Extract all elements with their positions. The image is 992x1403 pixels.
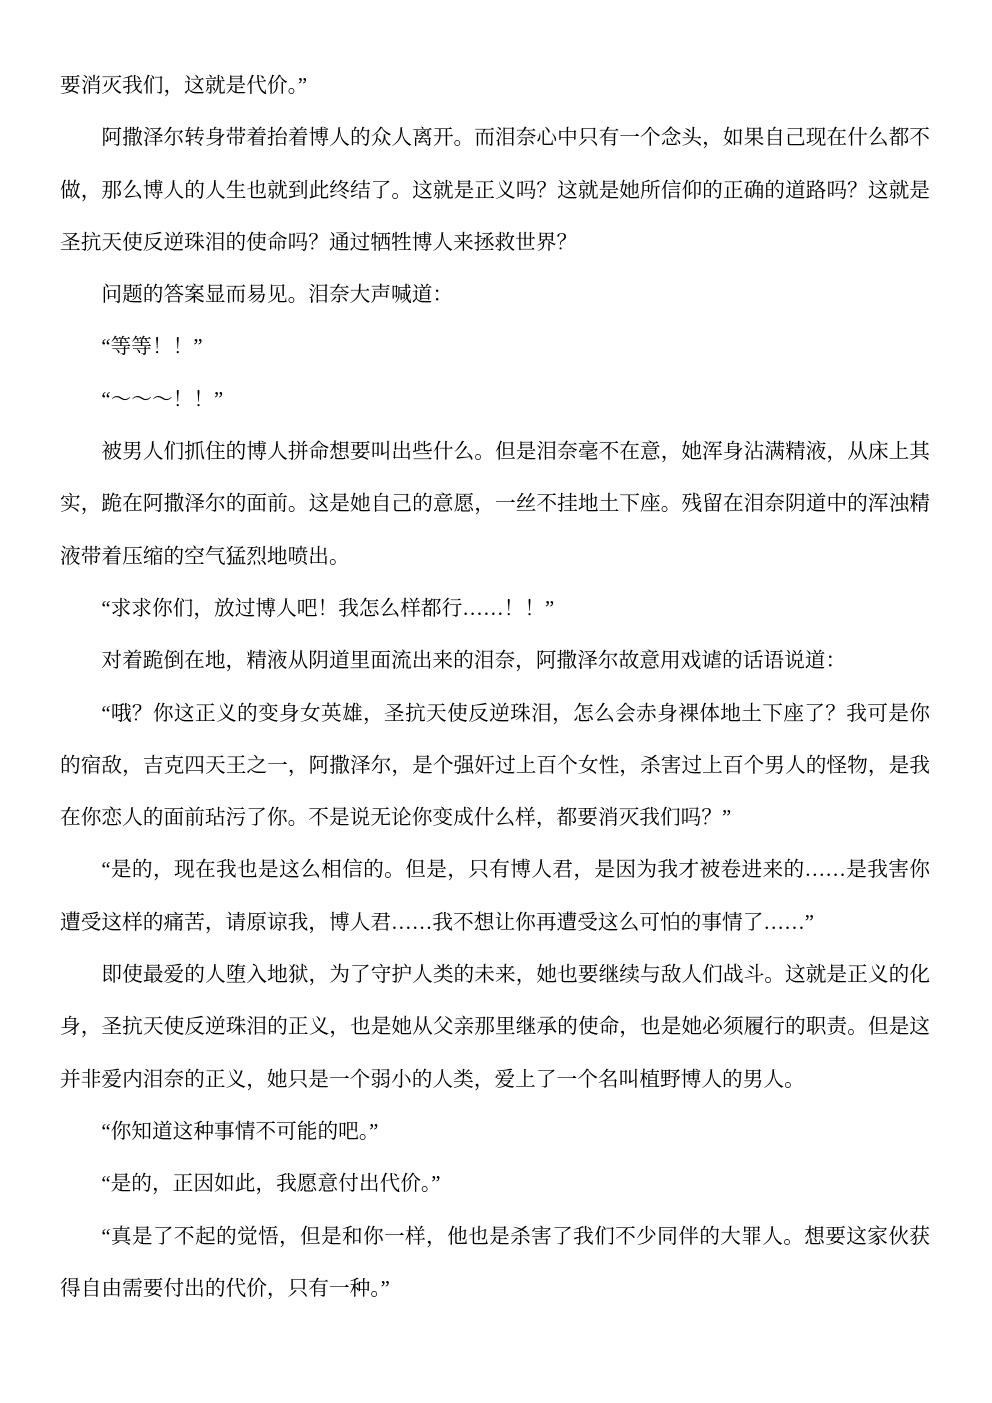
paragraph: 被男人们抓住的博人拼命想要叫出些什么。但是泪奈毫不在意，她浑身沾满精液，从床上其实，跪在阿撒泽尔的面前。这是她自己的意愿，一丝不挂地土下座。残留在泪奈阴道中的浑浊精液带着压缩的空气猛烈地喷出。 [60, 441, 930, 568]
paragraph: 要消灭我们，这就是代价。” [60, 75, 308, 97]
paragraph: 即使最爱的人堕入地狱，为了守护人类的未来，她也要继续与敌人们战斗。这就是正义的化身，圣抗天使反逆珠泪的正义，也是她从父亲那里继承的使命，也是她必须履行的职责。但是这并非爱内泪奈的正义，她只是一个弱小的人类，爱上了一个名叫植野博人的男人。 [60, 964, 930, 1091]
paragraph: “真是了不起的觉悟，但是和你一样，他也是杀害了我们不少同伴的大罪人。想要这家伙获得自由需要付出的代价，只有一种。” [60, 1225, 930, 1300]
paragraph: “哦？你这正义的变身女英雄，圣抗天使反逆珠泪，怎么会赤身裸体地土下座了？我可是你的宿敌，吉克四天王之一，阿撒泽尔，是个强奸过上百个女性，杀害过上百个男人的怪物，是我在你恋人的面前玷污了你。不是说无论你变成什么样，都要消灭我们吗？” [60, 702, 930, 830]
paragraph: “～～～！！” [101, 388, 224, 411]
paragraph: “求求你们，放过博人吧！我怎么样都行……！！” [101, 597, 555, 620]
paragraph: 问题的答案显而易见。泪奈大声喊道： [101, 284, 454, 307]
paragraph: “等等！！” [101, 336, 203, 359]
paragraph: “是的，正因如此，我愿意付出代价。” [101, 1173, 441, 1196]
text-block [60, 60, 930, 1315]
paragraph: 阿撒泽尔转身带着抬着博人的众人离开。而泪奈心中只有一个念头，如果自己现在什么都不做，那么博人的人生也就到此终结了。这就是正义吗？这就是她所信仰的正确的道路吗？这就是圣抗天使反逆珠泪的使命吗？通过牺牲博人来拯救世界？ [60, 127, 930, 254]
paragraph: 对着跪倒在地，精液从阴道里面流出来的泪奈，阿撒泽尔故意用戏谑的话语说道： [101, 650, 847, 673]
paragraph: “你知道这种事情不可能的吧。” [101, 1120, 379, 1143]
paragraph: “是的，现在我也是这么相信的。但是，只有博人君，是因为我才被卷进来的……是我害你遭受这样的痛苦，请原谅我，博人君……我不想让你再遭受这么可怕的事情了……” [60, 859, 930, 934]
